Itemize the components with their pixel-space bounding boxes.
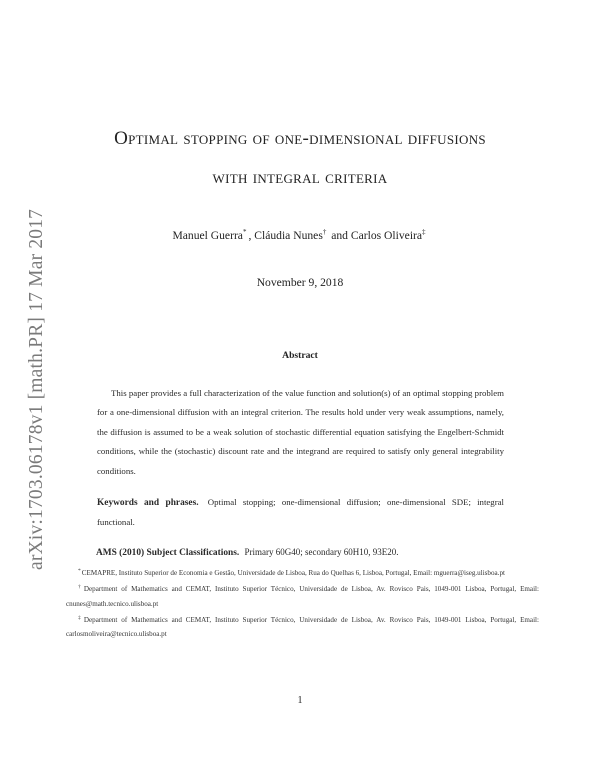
footnote — [66, 580, 539, 611]
publication-date: November 9, 2018 — [256, 276, 344, 289]
author-name: Cláudia Nunes — [254, 229, 323, 242]
author-separator: and — [328, 229, 351, 242]
footnote-marker: ‡ — [422, 228, 426, 236]
keywords-text: Optimal stopping; one-dimensional diffusion; one-dimensional SDE; integral functional. — [97, 497, 504, 528]
paper-title-line-1: Optimal stopping of one-dimensional diffusions — [114, 128, 486, 149]
footnote-marker: * — [242, 228, 247, 236]
footnote — [66, 611, 539, 642]
ams-text: Primary 60G40; secondary 60H10, 93E20. — [244, 547, 399, 557]
ams-classification — [96, 547, 506, 558]
abstract-text: This paper provides a full characterization of the value function and solution(s) of an optimal stopping problem for a one-dimensional diffusion with an integral criterion. The results hold under very weak assumptions, namely, the diffusion is assumed to be a weak solution of stochastic differential equation satisfying the Engelbert-Schmidt conditions, while the (stochastic) discount rate and the integrand are required to satisfy only general integrability conditions. — [97, 388, 504, 476]
author-name: Manuel Guerra — [172, 229, 243, 242]
author-list — [60, 228, 540, 242]
footnote-marker: ‡ — [78, 614, 83, 621]
page-number: 1 — [297, 695, 303, 706]
abstract-heading: Abstract — [282, 350, 318, 361]
paper-title-line-2: with integral criteria — [212, 167, 388, 188]
footnote-text: Department of Mathematics and CEMAT, Instituto Superior Técnico, Universidade de Lisboa, Av. Rovisco Pais, 1049-001 Lisboa, Portugal, Email: cnunes@math.tecnico.ulisboa.pt — [66, 585, 539, 608]
footnote — [66, 564, 539, 580]
keywords-section — [97, 493, 504, 533]
footnote-text: CEMAPRE, Instituto Superior de Economia e Gestão, Universidade de Lisboa, Rua do Quelhas 6, Lisboa, Portugal, Email: mguerra@iseg.ulisboa.pt — [81, 569, 505, 577]
keywords-label: Keywords and phrases. — [97, 498, 199, 508]
ams-label: AMS (2010) Subject Classifications. — [96, 548, 240, 558]
footnote-marker: * — [78, 568, 81, 574]
footnote-text: Department of Mathematics and CEMAT, Instituto Superior Técnico, Universidade de Lisboa, Av. Rovisco Pais, 1049-001 Lisboa, Portugal, Email: carlosmoliveira@tecnico.ulisboa.pt — [66, 615, 539, 639]
footnote-marker: † — [322, 228, 327, 236]
footnote-marker: † — [78, 584, 83, 591]
footnotes — [66, 564, 539, 641]
author-name: Carlos Oliveira — [350, 229, 423, 242]
arxiv-identifier[interactable]: arXiv:1703.06178v1 [math.PR] 17 Mar 2017 — [26, 208, 47, 570]
author-separator: , — [248, 229, 255, 242]
